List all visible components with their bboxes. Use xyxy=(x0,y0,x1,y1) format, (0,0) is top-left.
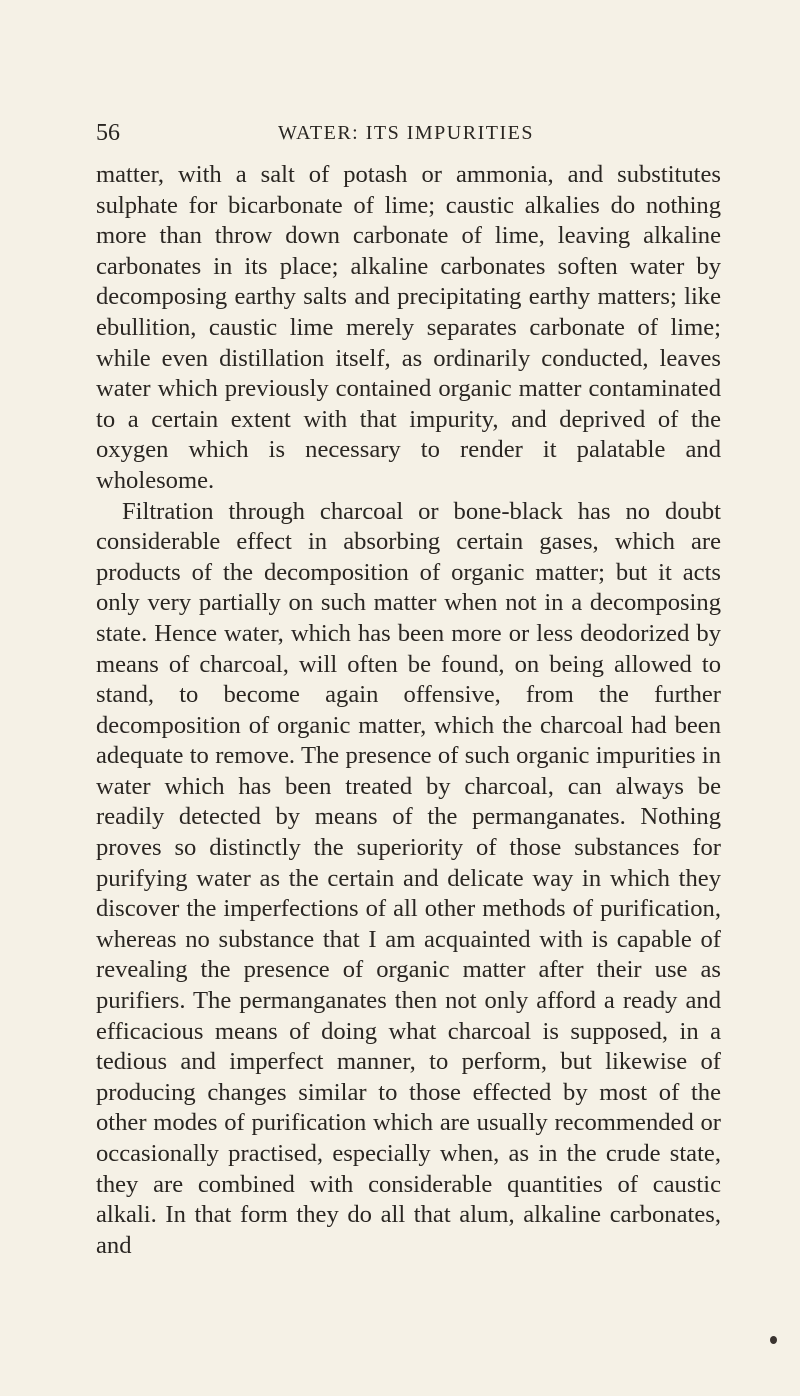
running-head xyxy=(96,120,696,154)
ink-speck xyxy=(770,1336,777,1344)
running-title: WATER: ITS IMPURITIES xyxy=(278,122,534,144)
paragraph-continued: matter, with a salt of potash or ammonia, and substitutes sulphate for bicarbonate of lime; caustic alkalies do nothing more than throw down carbonate of lime, leaving alkaline carbonates in its place; alkaline carbonates soften water by decomposing earthy salts and precipitating earthy matters; like ebullition, caustic lime merely separates carbonate of lime; while even distillation itself, as ordinarily conducted, leaves water which previously contained organic matter contaminated to a certain extent with that impurity, and deprived of the oxygen which is necessary to render it palatable and wholesome. xyxy=(96,161,721,494)
body-text xyxy=(96,160,721,1261)
page-number: 56 xyxy=(96,120,120,146)
paragraph-filtration: Filtration through charcoal or bone-black has no doubt considerable effect in absorbing certain gases, which are products of the decomposition of organic matter; but it acts only very partially on such matter when not in a decomposing state. Hence water, which has been more or less deodorized by means of charcoal, will often be found, on being allowed to stand, to become again offensive, from the further decomposition of organic matter, which the charcoal had been adequate to remove. The presence of such organic impurities in water which has been treated by charcoal, can always be readily detected by means of the permanganates. Nothing proves so distinctly the superiority of those substances for purifying water as the certain and delicate way in which they discover the imperfections of all other methods of purification, whereas no substance that I am acquainted with is capable of revealing the presence of organic matter after their use as purifiers. The permanganates then not only afford a ready and efficacious means of doing what charcoal is supposed, in a tedious and imperfect manner, to perform, but likewise of producing changes similar to those effected by most of the other modes of purification which are usually recommended or occasionally practised, especially when, as in the crude state, they are combined with considerable quantities of caustic alkali. In that form they do all that alum, alkaline carbonates, and xyxy=(96,497,721,1259)
